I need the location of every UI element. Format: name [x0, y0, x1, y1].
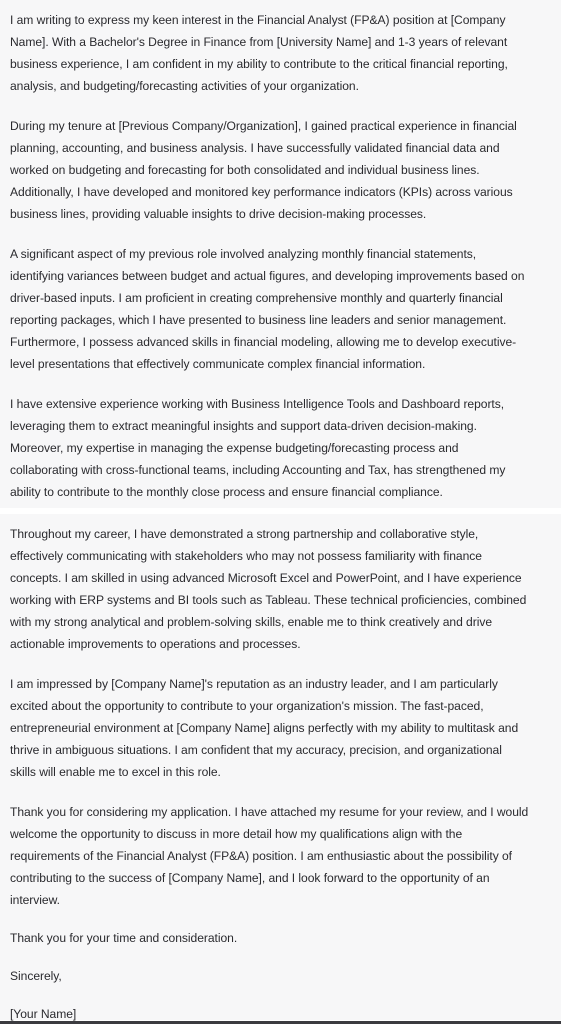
- text-line: business lines, providing valuable insights to drive decision-making processes.: [10, 207, 427, 221]
- text-line: working with ERP systems and BI tools such as Tableau. These technical proficiencies, combined: [10, 593, 527, 607]
- message-block-top: [0, 0, 561, 508]
- text-line: effectively communicating with stakeholders who may not possess familiarity with finance: [10, 549, 482, 563]
- closing-thanks: [10, 927, 237, 949]
- text-line: Sincerely,: [10, 969, 62, 983]
- text-line: planning, accounting, and business analysis. I have successfully validated financial data and: [10, 141, 500, 155]
- message-block-bottom: [0, 514, 561, 1020]
- paragraph-thanks: [10, 801, 528, 911]
- text-line: I am impressed by [Company Name]'s reputation as an industry leader, and I am particularly: [10, 677, 498, 691]
- text-line: Name]. With a Bachelor's Degree in Finance from [University Name] and 1-3 years of relevant: [10, 35, 508, 49]
- text-line: Thank you for considering my application. I have attached my resume for your review, and I would: [10, 805, 529, 819]
- paragraph-tools: [10, 393, 505, 503]
- text-line: worked on budgeting and forecasting for both consolidated and individual business lines.: [10, 163, 480, 177]
- paragraph-intro: [10, 9, 508, 97]
- paragraph-experience: [10, 115, 517, 225]
- text-line: concepts. I am skilled in using advanced Microsoft Excel and PowerPoint, and I have experience: [10, 571, 522, 585]
- text-line: Furthermore, I possess advanced skills in financial modeling, allowing me to develop executive-: [10, 335, 517, 349]
- sign-off: [10, 965, 62, 987]
- text-line: interview.: [10, 893, 60, 907]
- text-line: ability to contribute to the monthly close process and ensure financial compliance.: [10, 485, 443, 499]
- paragraph-analysis: [10, 243, 524, 375]
- text-line: entrepreneurial environment at [Company Name] aligns perfectly with my ability to multitask and: [10, 721, 519, 735]
- text-line: Additionally, I have developed and monitored key performance indicators (KPIs) across various: [10, 185, 513, 199]
- text-line: collaborating with cross-functional teams, including Accounting and Tax, has strengthened my: [10, 463, 506, 477]
- text-line: level presentations that effectively communicate complex financial information.: [10, 357, 426, 371]
- text-line: I have extensive experience working with Business Intelligence Tools and Dashboard reports,: [10, 397, 505, 411]
- text-line: excited about the opportunity to contribute to your organization's mission. The fast-paced,: [10, 699, 484, 713]
- text-line: A significant aspect of my previous role involved analyzing monthly financial statements,: [10, 247, 477, 261]
- text-line: During my tenure at [Previous Company/Organization], I gained practical experience in financial: [10, 119, 517, 133]
- text-line: skills will enable me to excel in this role.: [10, 765, 221, 779]
- text-line: thrive in ambiguous situations. I am confident that my accuracy, precision, and organizational: [10, 743, 502, 757]
- text-line: I am writing to express my keen interest in the Financial Analyst (FP&A) position at [Company: [10, 13, 506, 27]
- text-line: Thank you for your time and consideration.: [10, 931, 238, 945]
- text-line: actionable improvements to operations and processes.: [10, 637, 301, 651]
- paragraph-company: [10, 673, 518, 783]
- text-line: reporting packages, which I have presented to business line leaders and senior management.: [10, 313, 507, 327]
- text-line: Throughout my career, I have demonstrated a strong partnership and collaborative style,: [10, 527, 479, 541]
- text-line: analysis, and budgeting/forecasting activities of your organization.: [10, 79, 359, 93]
- text-line: requirements of the Financial Analyst (FP&A) position. I am enthusiastic about the possibility of: [10, 849, 512, 863]
- text-line: [Your Name]: [10, 1007, 77, 1021]
- text-line: leveraging them to extract meaningful insights and support data-driven decision-making.: [10, 419, 477, 433]
- text-line: welcome the opportunity to discuss in more detail how my qualifications align with the: [10, 827, 463, 841]
- text-line: identifying variances between budget and actual figures, and developing improvements based on: [10, 269, 525, 283]
- text-line: driver-based inputs. I am proficient in creating comprehensive monthly and quarterly financial: [10, 291, 503, 305]
- text-line: contributing to the success of [Company Name], and I look forward to the opportunity of an: [10, 871, 490, 885]
- text-line: Moreover, my expertise in managing the expense budgeting/forecasting process and: [10, 441, 459, 455]
- text-line: with my strong analytical and problem-solving skills, enable me to think creatively and drive: [10, 615, 493, 629]
- text-line: business experience, I am confident in my ability to contribute to the critical financial reporting,: [10, 57, 508, 71]
- paragraph-collaboration: [10, 523, 526, 655]
